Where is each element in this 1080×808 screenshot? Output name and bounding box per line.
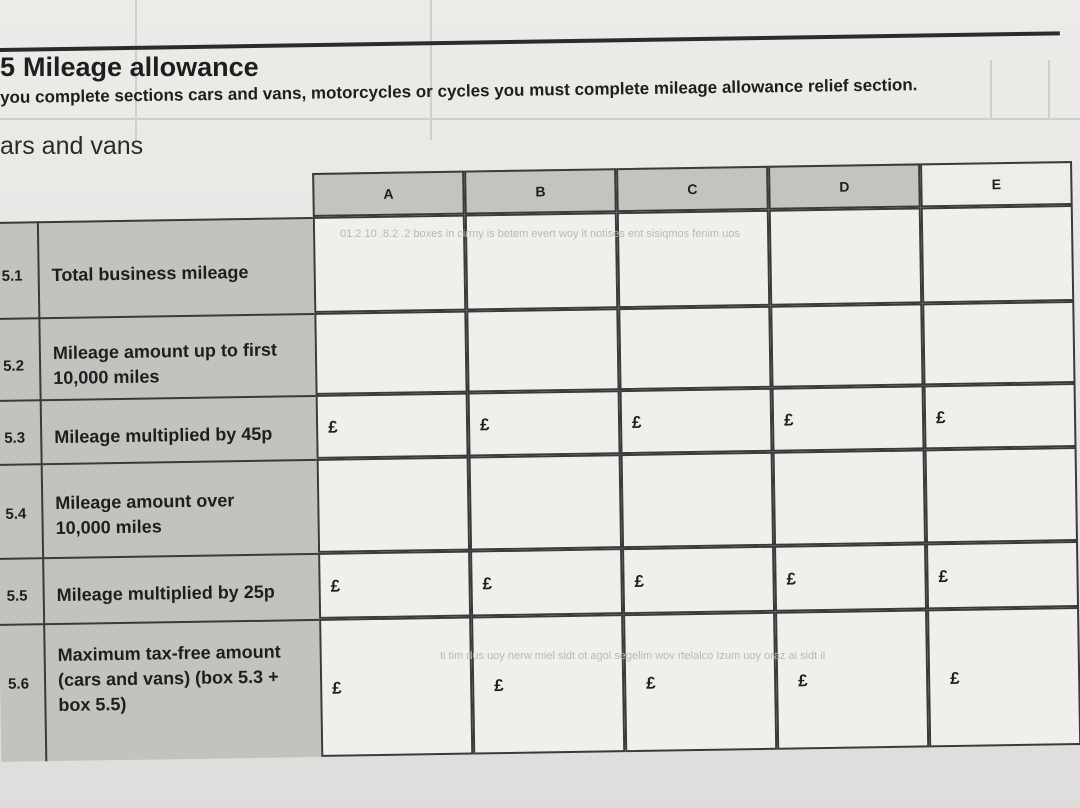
entry-box-5.3-b[interactable] <box>468 390 621 456</box>
column-header-d: D <box>768 163 921 209</box>
column-header-b: B <box>464 168 617 214</box>
column-header-e: E <box>920 161 1073 207</box>
row-label: Mileage amount over 10,000 miles <box>55 490 235 539</box>
entry-box-5.3-a[interactable] <box>316 393 469 459</box>
pound-sign: £ <box>783 410 794 430</box>
pound-sign: £ <box>479 415 490 435</box>
section-number: 5 <box>0 52 16 82</box>
entry-box-5.5-e[interactable] <box>926 541 1079 609</box>
pound-sign: £ <box>330 576 341 596</box>
entry-box-5.2-a[interactable] <box>314 311 467 395</box>
row-label: Total business mileage <box>51 261 249 286</box>
entry-box-5.5-b[interactable] <box>470 548 623 616</box>
entry-box-5.5-d[interactable] <box>774 543 927 611</box>
entry-box-5.1-d[interactable] <box>769 207 922 305</box>
section-title: 5 Mileage allowance <box>0 52 259 82</box>
pound-sign: £ <box>634 571 645 591</box>
entry-box-5.6-d[interactable] <box>775 609 929 749</box>
entry-box-5.4-b[interactable] <box>469 454 622 550</box>
column-header-a: A <box>312 171 465 217</box>
show-through-text: 01.2 10 .8.2 .2 boxes in cirmy is betem evert woy it notises ent sisiqmos fenim uos <box>340 228 740 240</box>
pound-sign: £ <box>631 412 642 432</box>
entry-box-5.4-c[interactable] <box>621 452 774 548</box>
section-top-rule <box>0 0 1060 52</box>
entry-box-5.3-d[interactable] <box>772 385 925 451</box>
row-number: 5.3 <box>4 429 26 447</box>
row-label: Mileage multiplied by 45p <box>54 423 273 448</box>
pound-sign: £ <box>482 574 493 594</box>
mileage-table <box>0 151 1080 768</box>
entry-box-5.5-c[interactable] <box>622 546 775 614</box>
subsection-heading: ars and vans <box>0 132 144 160</box>
pound-sign: £ <box>935 408 946 428</box>
entry-box-5.6-b[interactable] <box>471 614 625 754</box>
show-through-text: ti tim dus uoy nerw miel sidt ot agol segelim wov rtelalco Izum uoy oraz ai sidt il <box>440 650 826 662</box>
entry-box-5.2-b[interactable] <box>466 308 619 392</box>
pound-sign: £ <box>949 668 960 689</box>
entry-box-5.3-c[interactable] <box>620 388 773 454</box>
entry-box-5.4-a[interactable] <box>317 457 470 553</box>
row-number: 5.4 <box>5 505 27 523</box>
entry-box-5.1-c[interactable] <box>617 210 770 308</box>
entry-box-5.6-a[interactable] <box>319 617 473 757</box>
entry-box-5.1-e[interactable] <box>921 205 1074 303</box>
entry-box-5.3-e[interactable] <box>924 383 1077 449</box>
entry-box-5.4-d[interactable] <box>773 449 926 545</box>
pound-sign: £ <box>646 673 656 693</box>
pound-sign: £ <box>798 671 808 691</box>
entry-box-5.2-d[interactable] <box>770 303 923 387</box>
entry-box-5.1-b[interactable] <box>465 212 618 310</box>
section-intro: you complete sections cars and vans, motorcycles or cycles you must complete mileage allowance relief section. <box>0 75 918 107</box>
entry-box-5.5-a[interactable] <box>318 551 471 619</box>
pound-sign: £ <box>494 676 504 696</box>
entry-box-5.6-c[interactable] <box>623 612 777 752</box>
row-number: 5.1 <box>1 267 23 285</box>
column-header-c: C <box>616 166 769 212</box>
row-number: 5.6 <box>7 675 30 693</box>
pound-sign: £ <box>786 569 797 589</box>
pound-sign: £ <box>332 678 342 698</box>
row-label: Mileage multiplied by 25p <box>56 581 275 606</box>
entry-box-5.6-e[interactable] <box>927 607 1080 747</box>
pound-sign: £ <box>327 417 338 437</box>
entry-box-5.4-e[interactable] <box>925 447 1078 543</box>
row-number: 5.5 <box>6 587 28 605</box>
row-label: Maximum tax-free amount (cars and vans) (box 5.3 + box 5.5) <box>57 641 281 716</box>
entry-box-5.2-c[interactable] <box>618 306 771 390</box>
pound-sign: £ <box>938 567 949 587</box>
row-number: 5.2 <box>2 357 25 375</box>
entry-box-5.2-e[interactable] <box>922 301 1075 385</box>
row-label: Mileage amount up to first 10,000 miles <box>52 339 278 389</box>
